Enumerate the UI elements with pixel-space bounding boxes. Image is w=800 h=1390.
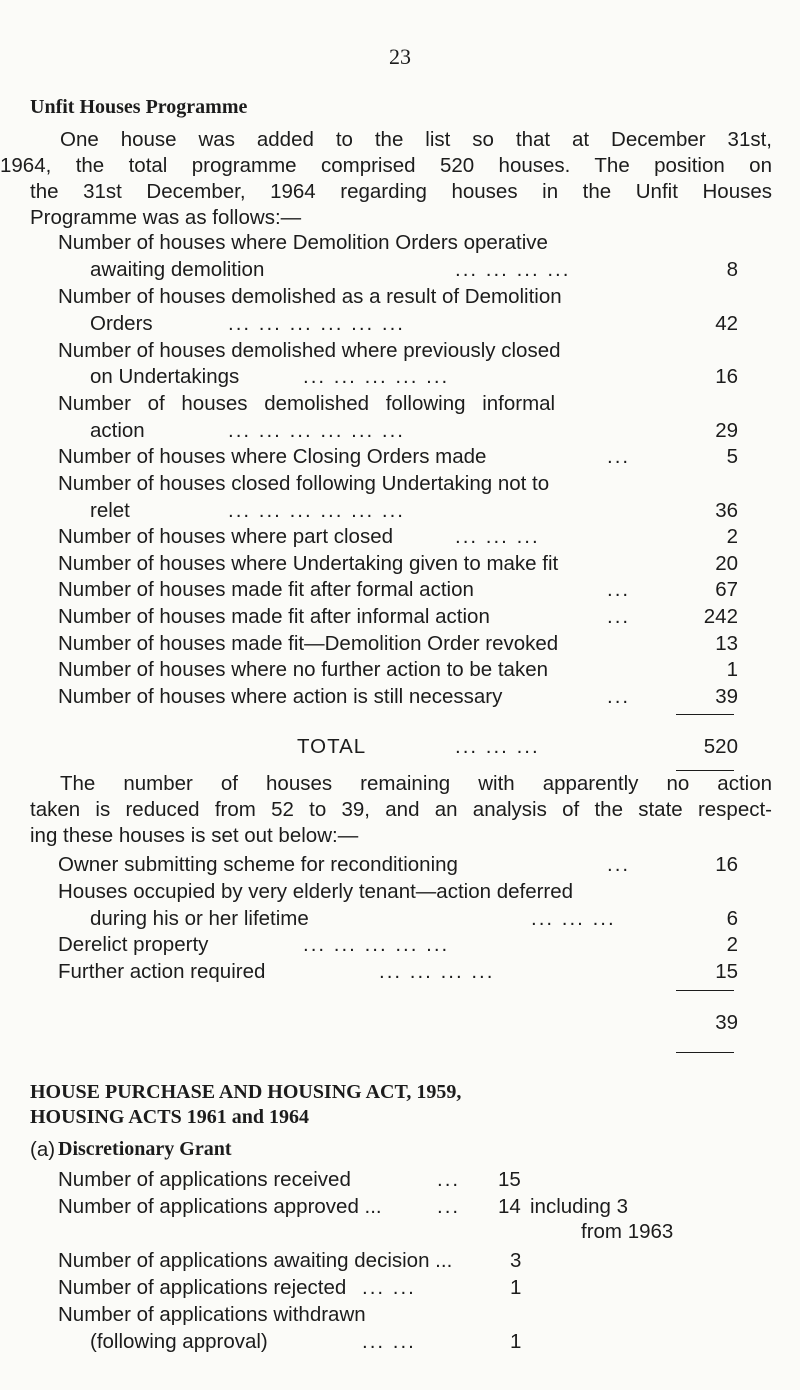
row-label: Number of houses demolished as a result of Demolition — [58, 285, 562, 308]
leader-dots: ... ... — [362, 1330, 416, 1353]
leader-dots: ... — [607, 853, 631, 876]
row-value: 36 — [715, 499, 738, 522]
intro-line: taken is reduced from 52 to 39, and an analysis of the state respect- — [30, 798, 772, 821]
row-label: Number of houses demolished where previously closed — [58, 339, 561, 362]
unfit-intro — [0, 127, 772, 231]
row-value: 1 — [510, 1330, 522, 1353]
leader-dots: ... ... ... — [455, 735, 540, 758]
leader-dots: ... ... ... ... ... ... — [228, 499, 405, 522]
row-label: Number of houses where Closing Orders made — [58, 445, 487, 468]
intro-line: Programme was as follows:— — [30, 206, 302, 229]
row-label: Owner submitting scheme for reconditioning — [58, 853, 458, 876]
row-label-cont: on Undertakings — [90, 365, 240, 388]
intro-line: The number of houses remaining with apparently no action — [60, 772, 772, 795]
row-value: 29 — [715, 419, 738, 442]
grants-heading-line1: HOUSE PURCHASE AND HOUSING ACT, 1959, — [30, 1081, 462, 1103]
row-label: Number of houses where Undertaking given to make fit — [58, 552, 559, 575]
leader-dots: ... ... ... ... — [455, 258, 571, 281]
leader-dots: ... — [437, 1195, 461, 1218]
row-label-cont: awaiting demolition — [90, 258, 265, 281]
leader-dots: ... ... ... — [455, 525, 540, 548]
leader-dots: ... ... ... ... — [379, 960, 495, 983]
total-value: 520 — [703, 735, 738, 758]
row-label: Number of applications received — [58, 1168, 351, 1191]
row-label-cont: action — [90, 419, 145, 442]
leader-dots: ... ... ... ... ... ... — [228, 312, 405, 335]
row-value: 6 — [726, 907, 738, 930]
row-value: 39 — [715, 685, 738, 708]
row-label: Number of houses made fit after informal action — [58, 605, 490, 628]
row-label: Number of houses where action is still necessary — [58, 685, 503, 708]
leader-dots: ... ... — [362, 1276, 416, 1299]
grants-heading-line2: HOUSING ACTS 1961 and 1964 — [30, 1106, 309, 1128]
row-label: Number of houses made fit—Demolition Order revoked — [58, 632, 559, 655]
row-value: 15 — [715, 960, 738, 983]
row-value: 242 — [703, 605, 738, 628]
row-label: Houses occupied by very elderly tenant—action deferred — [58, 880, 574, 903]
intro-line: One house was added to the list so that at December 31st, — [60, 128, 772, 151]
total-label: TOTAL — [297, 735, 367, 758]
row-label-cont: during his or her lifetime — [90, 907, 309, 930]
row-note: from 1963 — [581, 1220, 674, 1243]
leader-dots: ... — [607, 605, 631, 628]
row-label-cont: (following approval) — [90, 1330, 268, 1353]
sub-heading: Discretionary Grant — [58, 1138, 232, 1160]
row-value: 16 — [715, 853, 738, 876]
leader-dots: ... ... ... — [531, 907, 616, 930]
row-value: 42 — [715, 312, 738, 335]
row-value: 13 — [715, 632, 738, 655]
row-value: 2 — [726, 933, 738, 956]
intro-line: the 31st December, 1964 regarding houses in the Unfit Houses — [30, 180, 772, 203]
row-label: Number of houses where Demolition Orders operative — [58, 231, 548, 254]
row-label: Number of applications awaiting decision ... — [58, 1249, 453, 1272]
row-label-cont: Orders — [90, 312, 153, 335]
row-value: 67 — [715, 578, 738, 601]
row-value: 1 — [726, 658, 738, 681]
row-label: Number of houses where part closed — [58, 525, 394, 548]
leader-dots: ... — [607, 578, 631, 601]
row-value: 16 — [715, 365, 738, 388]
intro-line: 1964, the total programme comprised 520 houses. The position on — [0, 154, 772, 177]
leader-dots: ... ... ... ... ... — [303, 933, 450, 956]
row-note: including 3 — [530, 1195, 629, 1218]
row-value: 8 — [726, 258, 738, 281]
row-label: Derelict property — [58, 933, 209, 956]
row-label: Number of applications approved ... — [58, 1195, 382, 1218]
page-number: 23 — [389, 44, 411, 69]
row-value: 5 — [726, 445, 738, 468]
remaining-intro — [30, 771, 772, 849]
row-label: Number of houses made fit after formal action — [58, 578, 474, 601]
row-label: Further action required — [58, 960, 266, 983]
row-value: 20 — [715, 552, 738, 575]
intro-line: ing these houses is set out below:— — [30, 824, 359, 847]
subtotal-rule — [676, 714, 734, 715]
row-label: Number of houses closed following Undertaking not to — [58, 472, 550, 495]
subtotal-rule — [676, 990, 734, 991]
remaining-total-value: 39 — [715, 1011, 738, 1034]
leader-dots: ... — [437, 1168, 461, 1191]
row-label: Number of applications rejected — [58, 1276, 347, 1299]
unfit-heading: Unfit Houses Programme — [30, 96, 248, 118]
row-label-cont: relet — [90, 499, 130, 522]
leader-dots: ... — [607, 685, 631, 708]
row-value: 3 — [510, 1249, 522, 1272]
total-rule — [676, 1052, 734, 1053]
row-label: Number of applications withdrawn — [58, 1303, 366, 1326]
row-value: 1 — [510, 1276, 522, 1299]
row-value: 14 — [498, 1195, 521, 1218]
row-value: 2 — [726, 525, 738, 548]
sub-label: (a) — [30, 1138, 56, 1161]
leader-dots: ... ... ... ... ... — [303, 365, 450, 388]
leader-dots: ... — [607, 445, 631, 468]
row-label: Number of houses where no further action to be taken — [58, 658, 549, 681]
row-label: Number of houses demolished following informal — [58, 392, 556, 415]
row-value: 15 — [498, 1168, 521, 1191]
leader-dots: ... ... ... ... ... ... — [228, 419, 405, 442]
